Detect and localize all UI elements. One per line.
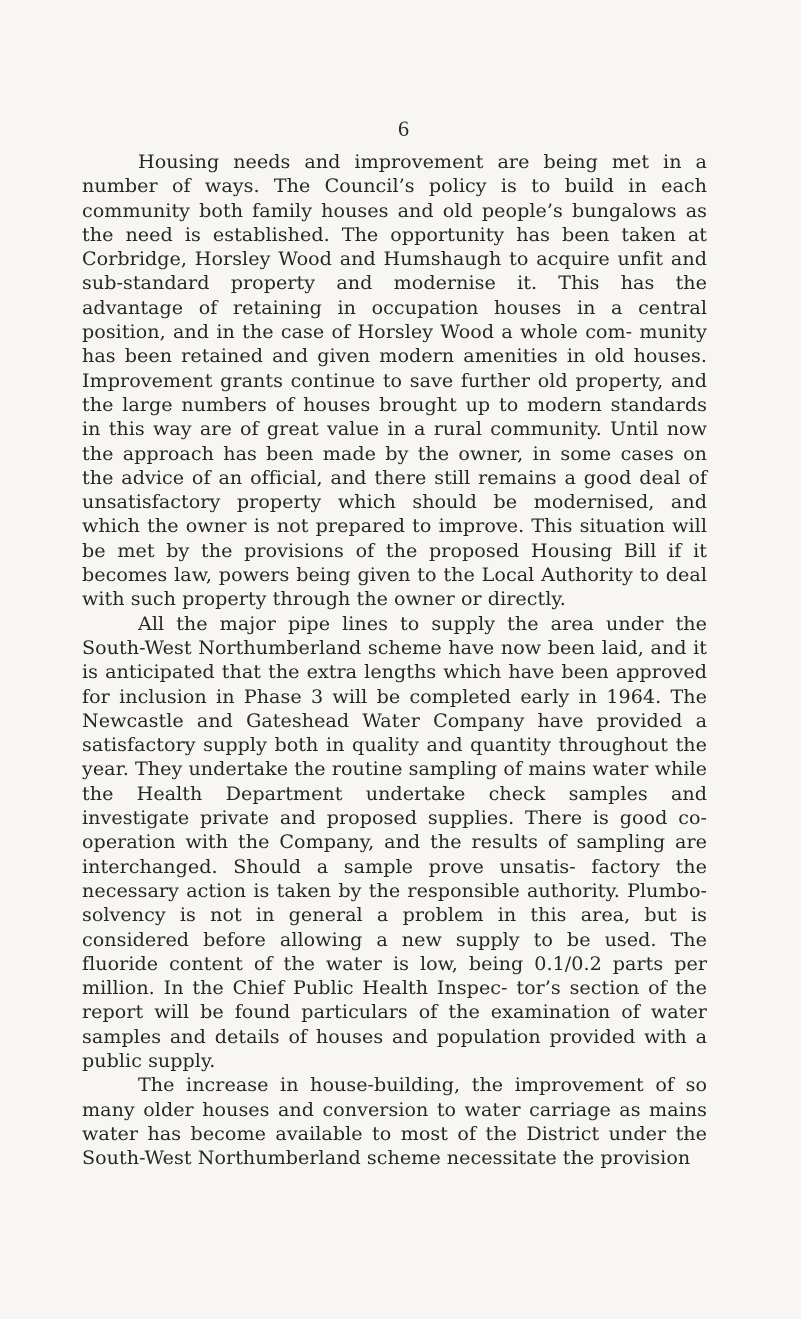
paragraph-house-building: The increase in house-building, the improvement of so many older houses and conversion to water carriage as mains water has become available to most of the District under the South-West Northumberland scheme necessitate the provision xyxy=(82,1073,707,1170)
paragraph-water-supply: All the major pipe lines to supply the area under the South-West Northumberland scheme have now been laid, and it is anticipated that the extra lengths which have been approved for inclusion in Phase 3 will be completed early in 1964. The Newcastle and Gateshead Water Company have provided a satisfactory supply both in quality and quantity throughout the year. They undertake the routine sampling of mains water while the Health Department undertake check samples and investigate private and proposed supplies. There is good co-operation with the Company, and the results of sampling are interchanged. Should a sample prove unsatis- factory the necessary action is taken by the responsible authority. Plumbo-solvency is not in general a problem in this area, but is considered before allowing a new supply to be used. The fluoride content of the water is low, being 0.1/0.2 parts per million. In the Chief Public Health Inspec- tor’s section of the report will be found particulars of the examination of water samples and details of houses and population provided with a public supply. xyxy=(82,611,707,1072)
paragraph-housing: Housing needs and improvement are being met in a number of ways. The Council’s policy is to build in each community both family houses and old people’s bungalows as the need is established. The opportunity has been taken at Corbridge, Horsley Wood and Humshaugh to acquire unfit and sub-standard property and modernise it. This has the advantage of retaining in occupation houses in a central position, and in the case of Horsley Wood a whole com- munity has been retained and given modern amenities in old houses. Improvement grants continue to save further old property, and the large numbers of houses brought up to modern standards in this way are of great value in a rural community. Until now the approach has been made by the owner, in some cases on the advice of an official, and there still remains a good deal of unsatisfactory property which should be modernised, and which the owner is not prepared to improve. This situation will be met by the provisions of the proposed Housing Bill if it becomes law, powers being given to the Local Authority to deal with such property through the owner or directly. xyxy=(82,150,707,611)
page-number: 6 xyxy=(398,116,409,141)
body-text xyxy=(82,150,707,1170)
